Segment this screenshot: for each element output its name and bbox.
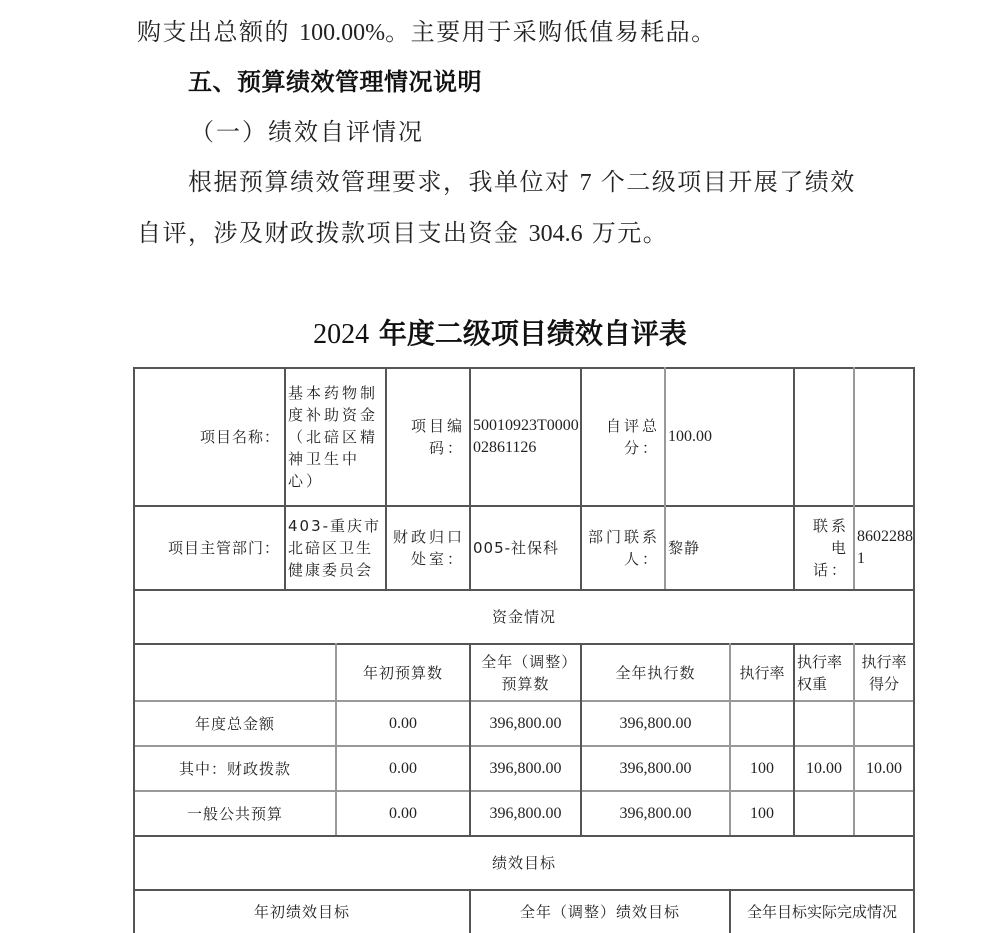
funds-row-initial <box>337 702 469 745</box>
funds-header-adjusted: 全年（调整）预算数 <box>481 652 570 693</box>
text-segment: 万元。 <box>582 219 669 247</box>
goals-section-header: 绩效目标 <box>491 854 556 872</box>
value-text: 0.00 <box>389 759 417 777</box>
funds-header-weight: 执行率权重 <box>797 652 843 693</box>
funds-row-weight <box>795 702 853 745</box>
project-count: 7 <box>579 170 592 196</box>
funds-row-score <box>855 792 913 835</box>
self-score-label: 自评总分： <box>605 417 660 457</box>
subsection-heading: （一）绩效自评情况 <box>190 118 424 146</box>
funds-row-rate <box>731 747 793 790</box>
value-text: 100 <box>750 759 774 777</box>
funds-section-header: 资金情况 <box>491 608 556 626</box>
value-text: 100 <box>750 804 774 822</box>
funds-row-rate <box>731 702 793 745</box>
funds-row-score <box>855 702 913 745</box>
value-text: 396,800.00 <box>489 759 562 777</box>
project-name-value: 基本药物制度补助资金（北碚区精神卫生中心） <box>288 384 379 490</box>
text-segment: 自评，涉及财政拨款项目支出资金 <box>137 219 529 247</box>
dept-contact-value: 黎静 <box>668 539 701 557</box>
funds-header-executed: 全年执行数 <box>615 663 696 682</box>
code-text: 50010923T000002861126 <box>473 417 579 456</box>
project-code-label: 项目编码： <box>410 417 465 457</box>
funds-row-adjusted <box>471 747 580 790</box>
text-segment: 。主要用于采购低值易耗品。 <box>385 18 717 46</box>
percentage-value: 100.00% <box>299 20 386 46</box>
score-text: 100.00 <box>668 428 712 445</box>
fund-amount: 304.6 <box>528 221 583 247</box>
paragraph-line <box>137 213 668 248</box>
funds-row-rate <box>731 792 793 835</box>
finance-office-value: 005-社保科 <box>473 539 560 557</box>
text-segment: 个二级项目开展了绩效 <box>591 168 856 196</box>
text-segment: 购支出总额的 <box>137 18 300 46</box>
funds-row-weight <box>795 792 853 835</box>
funds-row-initial <box>337 747 469 790</box>
funds-row-initial <box>337 792 469 835</box>
goals-header-actual: 全年目标实际完成情况 <box>746 903 897 921</box>
funds-row-score <box>855 747 913 790</box>
goals-header-initial: 年初绩效目标 <box>253 903 350 921</box>
value-text: 10.00 <box>806 759 842 777</box>
paragraph-line <box>137 12 717 47</box>
value-text: 396,800.00 <box>619 759 692 777</box>
funds-row-label: 一般公共预算 <box>186 804 283 823</box>
funds-row-adjusted <box>471 792 580 835</box>
finance-office-label: 财政归口处室： <box>392 528 465 568</box>
self-score-value <box>666 369 793 505</box>
funds-header-score: 执行率得分 <box>861 652 907 693</box>
section-heading: 五、预算绩效管理情况说明 <box>188 68 482 96</box>
table-title <box>0 312 1000 352</box>
dept-contact-label: 部门联系人： <box>587 528 660 568</box>
value-text: 396,800.00 <box>619 804 692 822</box>
value-text: 396,800.00 <box>489 714 562 732</box>
funds-row-label: 其中：财政拨款 <box>178 759 291 778</box>
title-year: 2024 <box>313 319 370 350</box>
funds-row-executed <box>582 702 729 745</box>
goals-header-adjusted: 全年（调整）绩效目标 <box>519 903 680 921</box>
value-text: 396,800.00 <box>619 714 692 732</box>
funds-row-label: 年度总金额 <box>194 714 275 733</box>
funds-header-initial: 年初预算数 <box>362 663 443 682</box>
supervisor-dept-label: 项目主管部门： <box>167 539 280 557</box>
project-code-value <box>471 369 580 505</box>
funds-row-weight <box>795 747 853 790</box>
value-text: 0.00 <box>389 714 417 732</box>
value-text: 396,800.00 <box>489 804 562 822</box>
phone-value <box>855 507 913 589</box>
funds-row-adjusted <box>471 702 580 745</box>
funds-header-rate: 执行率 <box>739 663 785 682</box>
value-text: 0.00 <box>389 804 417 822</box>
text-segment: 根据预算绩效管理要求，我单位对 <box>188 168 580 196</box>
supervisor-dept-value: 403-重庆市北碚区卫生健康委员会 <box>288 517 382 579</box>
phone-label: 联系电话： <box>812 517 849 579</box>
funds-header-blank <box>135 645 335 700</box>
value-text: 10.00 <box>866 759 902 777</box>
table-rule <box>913 367 915 933</box>
funds-row-executed <box>582 792 729 835</box>
funds-row-executed <box>582 747 729 790</box>
paragraph-line <box>188 162 856 197</box>
phone-text: 86022881 <box>857 528 913 567</box>
project-name-label: 项目名称： <box>199 428 280 446</box>
title-text: 年度二级项目绩效自评表 <box>369 317 687 350</box>
